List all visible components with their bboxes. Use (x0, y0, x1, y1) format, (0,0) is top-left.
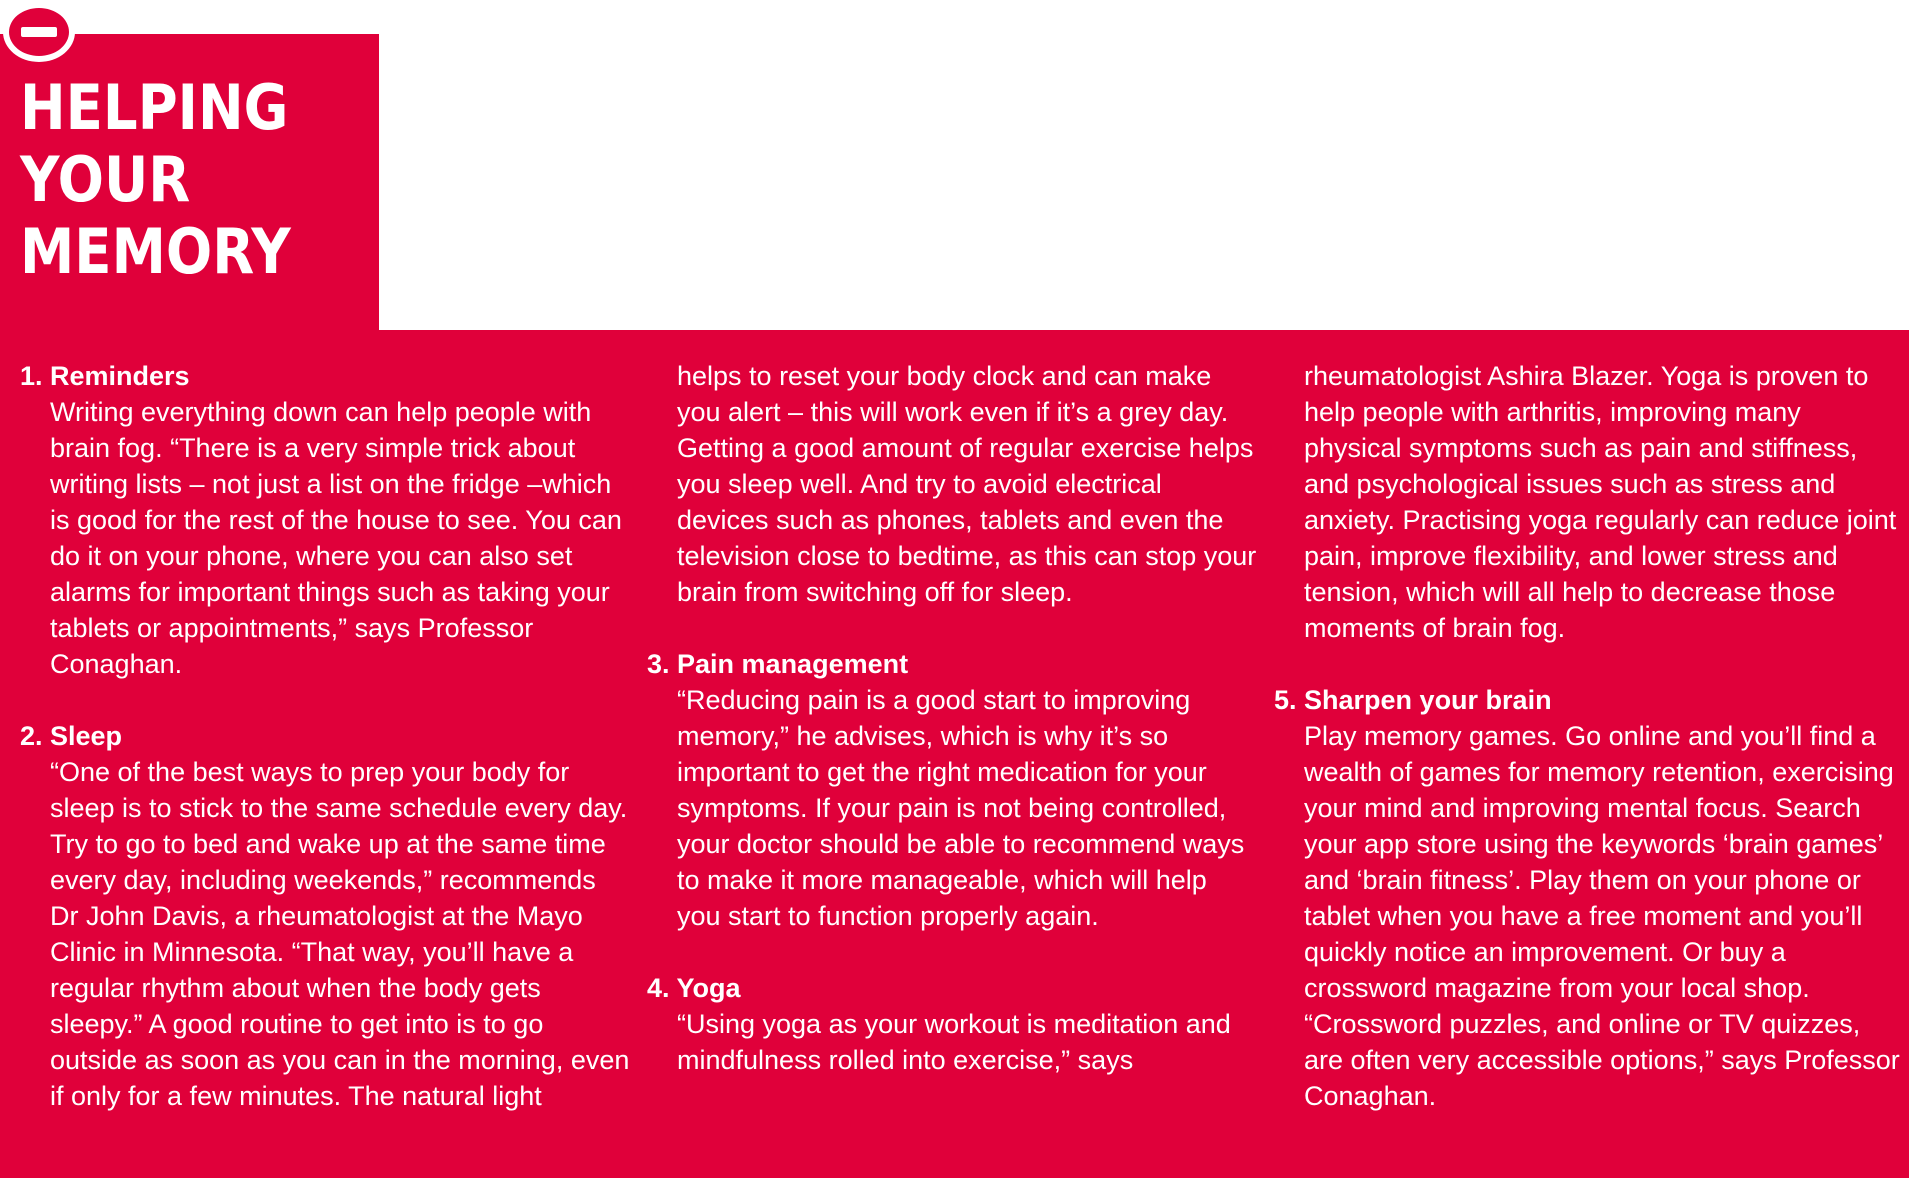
tip-heading: 5. Sharpen your brain (1274, 685, 1552, 715)
tip-yoga (647, 970, 1257, 1078)
tip-text: “One of the best ways to prep your body for sleep is to stick to the same schedule every day. Try to go to bed and wake up at the same time every day, including weekends,” recommends Dr John Davis, a rheumatologist at the Mayo Clinic in Minnesota. “That way, you’ll have a regular rhythm about when the body gets sleepy.” A good routine to get into is to go outside as soon as you can in the morning, even if only for a few minutes. The natural light (50, 757, 630, 1111)
minus-circle-icon (3, 2, 75, 62)
tip-heading: 2. Sleep (20, 721, 123, 751)
tip-sharpen-your-brain (1274, 682, 1900, 1114)
tip-text: “Reducing pain is a good start to improving memory,” he advises, which is why it’s so important to get the right medication for your symptoms. If your pain is not being controlled, your doctor should be able to recommend ways to make it more manageable, which will help you start to function properly again. (677, 685, 1245, 931)
tip-text: Play memory games. Go online and you’ll find a wealth of games for memory retention, exercising your mind and improving mental focus. Search your app store using the keywords ‘brain games’ and ‘brain fitness’. Play them on your phone or tablet when you have a free moment and you’ll quickly notice an improvement. Or buy a crossword magazine from your local shop. “Crossword puzzles, and online or TV quizzes, are often very accessible options,” says Professor Conaghan. (1304, 721, 1900, 1111)
tip-reminders (20, 358, 630, 682)
tip-heading: 1. Reminders (20, 361, 190, 391)
column-2 (647, 358, 1257, 1114)
tip-text-continued: helps to reset your body clock and can make you alert – this will work even if it’s a grey day. Getting a good amount of regular exercise helps you sleep well. And try to avoid electrical devices such as phones, tablets and even the television close to bedtime, as this can stop your brain from switching off for sleep. (677, 361, 1257, 607)
tip-heading: 3. Pain management (647, 649, 909, 679)
tip-text: “Using yoga as your workout is meditation and mindfulness rolled into exercise,” says (677, 1009, 1231, 1075)
tip-pain-management (647, 646, 1257, 934)
tip-sleep (20, 718, 630, 1114)
tip-heading: 4. Yoga (647, 973, 741, 1003)
column-3 (1274, 358, 1900, 1150)
column-1 (20, 358, 630, 1150)
tip-text-continued: rheumatologist Ashira Blazer. Yoga is proven to help people with arthritis, improving many physical symptoms such as pain and stiffness, and psychological issues such as stress and anxiety. Practising yoga regularly can reduce joint pain, improve flexibility, and lower stress and tension, which will all help to decrease those moments of brain fog. (1304, 361, 1897, 643)
tip-text: Writing everything down can help people with brain fog. “There is a very simple trick about writing lists – not just a list on the fridge –which is good for the rest of the house to see. You can do it on your phone, where you can also set alarms for important things such as taking your tablets or appointments,” says Professor Conaghan. (50, 397, 622, 679)
page-title: HELPING YOUR MEMORY (20, 71, 291, 288)
